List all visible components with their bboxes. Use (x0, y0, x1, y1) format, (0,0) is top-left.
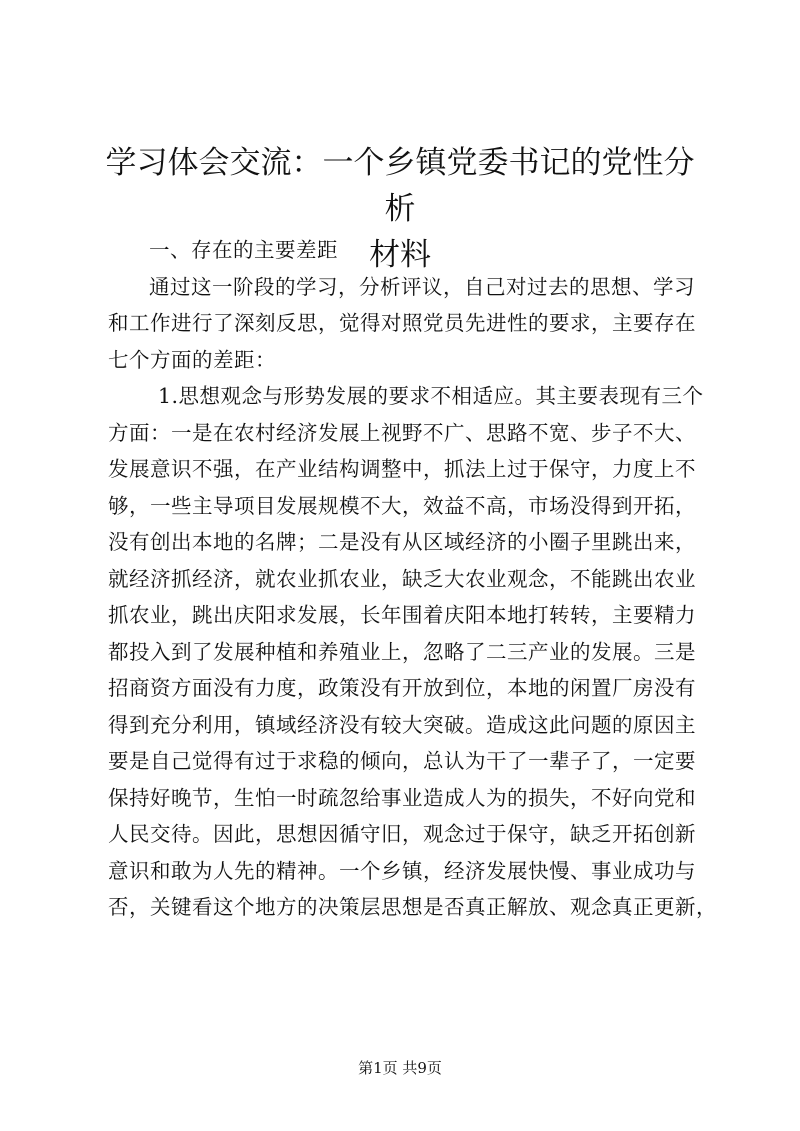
paragraph-line: 否，关键看这个地方的决策层思想是否真正解放、观念真正更新， (108, 895, 717, 919)
page-footer (0, 1058, 800, 1078)
section-heading: 一、存在的主要差距 (149, 238, 338, 262)
page-number: 第1页 共9页 (358, 1059, 442, 1077)
paragraph-line: 招商资方面没有力度，政策没有开放到位，本地的闲置厂房没有 (108, 676, 696, 700)
paragraph-line: 没有创出本地的名牌；二是没有从区域经济的小圈子里跳出来， (108, 530, 696, 554)
paragraph-line: 要是自己觉得有过于求稳的倾向，总认为干了一辈子了，一定要 (108, 749, 696, 773)
paragraph-line: 人民交待。因此，思想因循守旧，观念过于保守，缺乏开拓创新 (108, 822, 696, 846)
document-body (108, 232, 717, 926)
paragraph-line: 方面：一是在农村经济发展上视野不广、思路不宽、步子不大、 (108, 420, 696, 445)
paragraph-line: 通过这一阶段的学习，分析评议，自己对过去的思想、学习 (149, 274, 695, 299)
title-line-1: 学习体会交流：一个乡镇党委书记的党性分析 (105, 145, 695, 227)
paragraph-line: 都投入到了发展种植和养殖业上，忽略了二三产业的发展。三是 (108, 639, 696, 664)
paragraph-line: 抓农业，跳出庆阳求发展，长年围着庆阳本地打转转，主要精力 (108, 603, 696, 627)
paragraph-line: 得到充分利用，镇域经济没有较大突破。造成这此问题的原因主 (108, 712, 696, 737)
paragraph-line: 七个方面的差距： (108, 347, 276, 372)
paragraph-line: 1.思想观念与形势发展的要求不相适应。其主要表现有三个 (158, 384, 704, 408)
paragraph-line: 意识和敢为人先的精神。一个乡镇，经济发展快慢、事业成功与 (108, 858, 696, 883)
paragraph-line: 就经济抓经济，就农业抓农业，缺乏大农业观念，不能跳出农业 (108, 566, 696, 591)
paragraph-line: 够，一些主导项目发展规模不大，效益不高，市场没得到开拓， (108, 493, 696, 518)
paragraph-line: 和工作进行了深刻反思，觉得对照党员先进性的要求，主要存在 (108, 311, 696, 335)
title-line-2: 材料 (369, 237, 431, 273)
paragraph-line: 发展意识不强，在产业结构调整中，抓法上过于保守，力度上不 (108, 457, 696, 481)
paragraph-line: 保持好晚节，生怕一时疏忽给事业造成人为的损失，不好向党和 (108, 785, 696, 810)
